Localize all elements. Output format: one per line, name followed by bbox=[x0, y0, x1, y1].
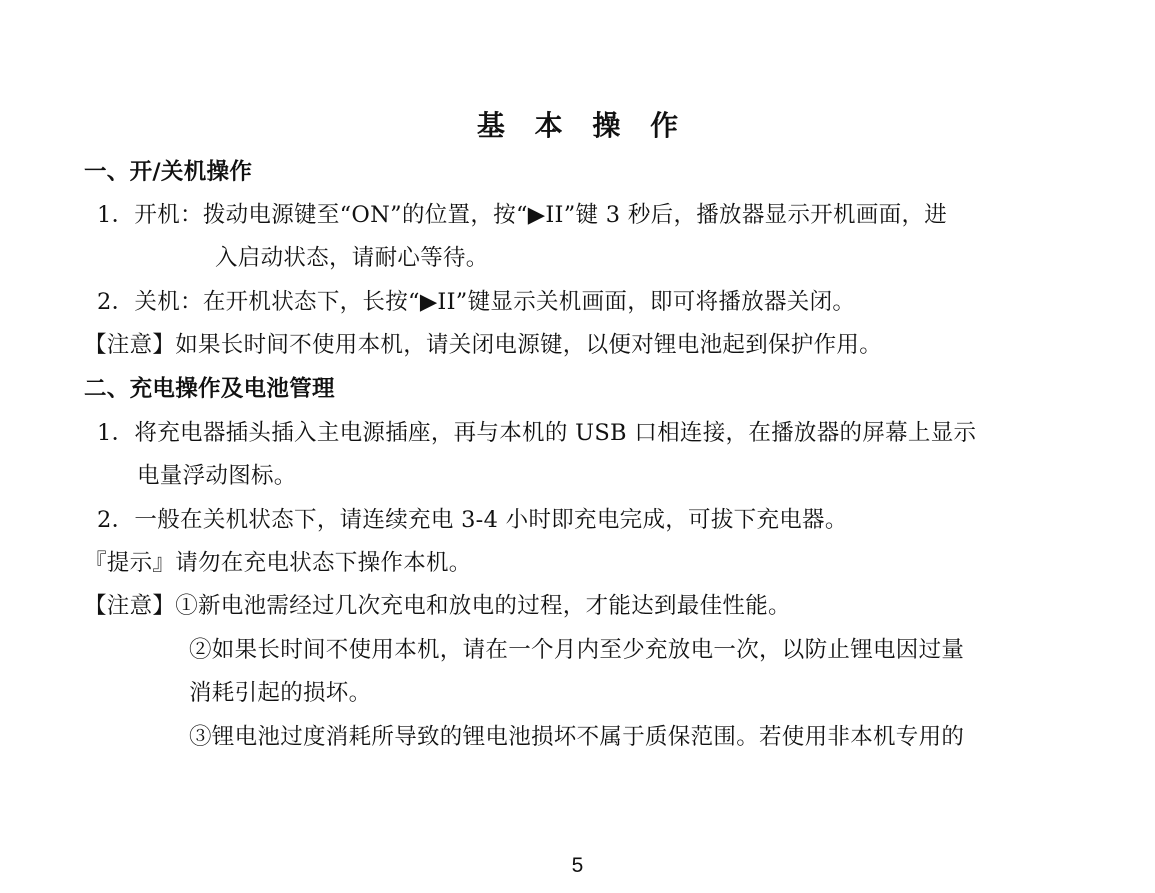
battery-note-item-1: ①新电池需经过几次充电和放电的过程，才能达到最佳性能。 bbox=[175, 593, 791, 619]
power-on-instruction-continued: 入启动状态，请耐心等待。 bbox=[215, 245, 489, 271]
page-number: 5 bbox=[571, 854, 584, 877]
battery-note-item-2: ②如果长时间不使用本机，请在一个月内至少充放电一次，以防止锂电因过量 bbox=[189, 637, 965, 663]
page-title: 基 本 操 作 bbox=[476, 109, 689, 142]
power-note: 【注意】如果长时间不使用本机，请关闭电源键，以便对锂电池起到保护作用。 bbox=[84, 332, 883, 358]
charging-tip: 『提示』请勿在充电状态下操作本机。 bbox=[84, 550, 472, 576]
battery-note-item-2-continued: 消耗引起的损坏。 bbox=[189, 680, 372, 706]
battery-note-item-3: ③锂电池过度消耗所导致的锂电池损坏不属于质保范围。若使用非本机专用的 bbox=[189, 724, 965, 750]
charging-instruction-continued: 电量浮动图标。 bbox=[137, 463, 297, 489]
charging-instruction: 1．将充电器插头插入主电源插座，再与本机的 USB 口相连接，在播放器的屏幕上显示 bbox=[97, 420, 977, 446]
battery-note-label: 【注意】 bbox=[84, 593, 176, 619]
charging-duration-instruction: 2．一般在关机状态下，请连续充电 3-4 小时即充电完成，可拔下充电器。 bbox=[97, 507, 848, 533]
section-heading-power: 一、开/关机操作 bbox=[84, 159, 253, 185]
section-heading-charging: 二、充电操作及电池管理 bbox=[84, 376, 335, 402]
power-on-instruction: 1．开机：拨动电源键至“ON”的位置，按“▶II”键 3 秒后，播放器显示开机画面，进 bbox=[97, 202, 948, 228]
battery-note bbox=[84, 591, 791, 621]
power-off-instruction: 2．关机：在开机状态下，长按“▶II”键显示关机画面，即可将播放器关闭。 bbox=[97, 289, 856, 315]
